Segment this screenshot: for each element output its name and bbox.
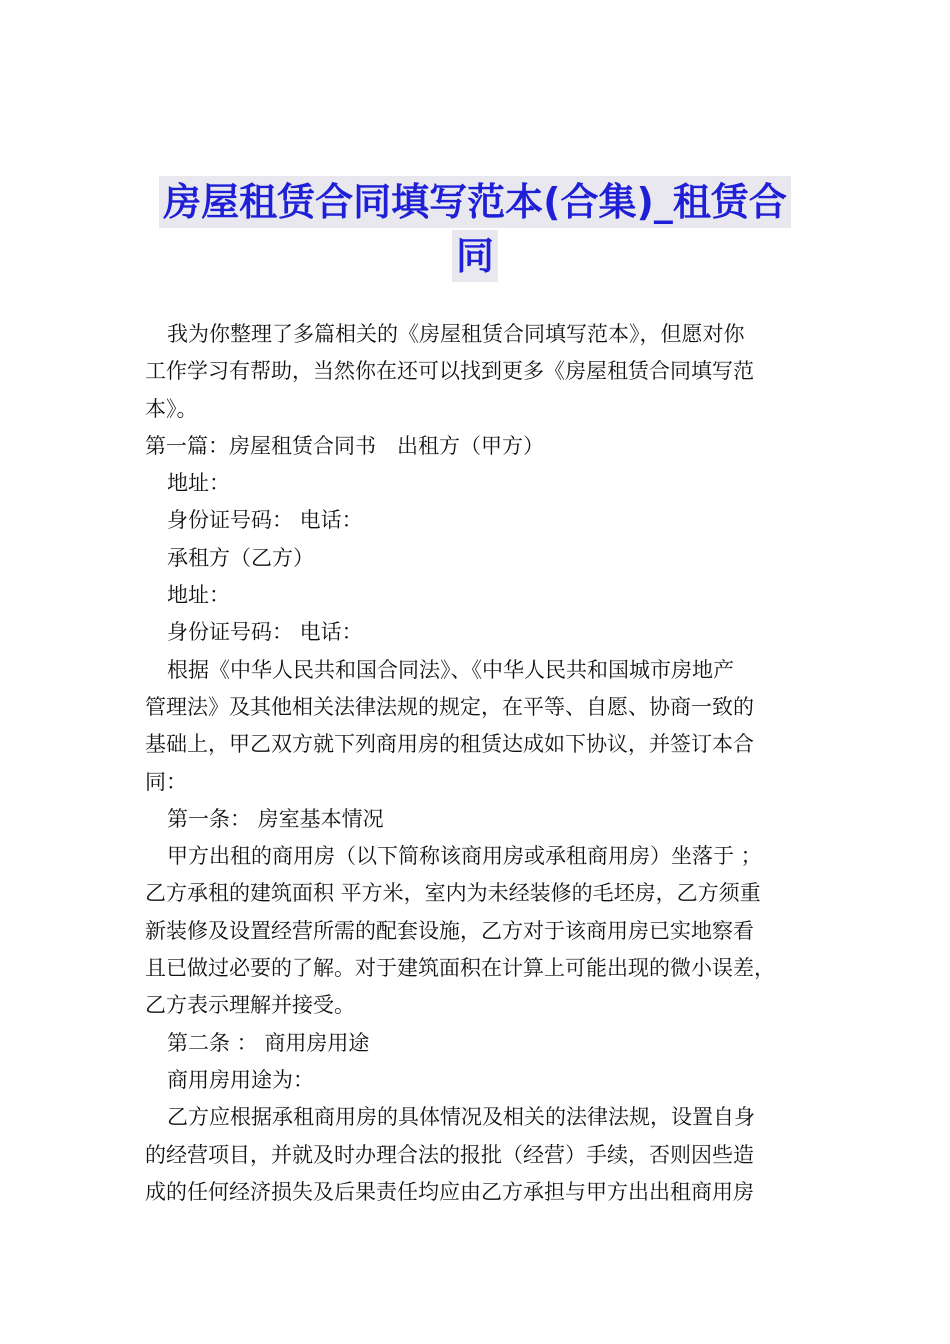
text-line: 新装修及设置经营所需的配套设施，乙方对于该商用房已实地察看 bbox=[145, 918, 754, 943]
text-line: 地址： bbox=[167, 471, 230, 496]
text-line: 商用房用途为： bbox=[167, 1067, 314, 1092]
text-line: 本》。 bbox=[145, 396, 198, 421]
text-line: 甲方出租的商用房（以下简称该商用房或承租商用房）坐落于 ； bbox=[167, 844, 762, 869]
text-line: 第二条 ： 商用房用途 bbox=[167, 1030, 370, 1055]
text-line: 同： bbox=[145, 769, 187, 794]
document-title bbox=[130, 176, 820, 284]
text-line: 乙方承租的建筑面积 平方米，室内为未经装修的毛坯房，乙方须重 bbox=[145, 881, 761, 906]
text-line: 工作学习有帮助，当然你在还可以找到更多《房屋租赁合同填写范 bbox=[145, 359, 754, 384]
text-line: 乙方表示理解并接受。 bbox=[145, 993, 355, 1018]
text-line: 根据《中华人民共和国合同法》、《中华人民共和国城市房地产 bbox=[167, 657, 734, 682]
text-line: 我为你整理了多篇相关的《房屋租赁合同填写范本》，但愿对你 bbox=[167, 322, 745, 346]
text-line: 管理法》及其他相关法律法规的规定，在平等、自愿、协商一致的 bbox=[145, 694, 754, 719]
text-line: 承租方（乙方） bbox=[167, 545, 314, 570]
document-body bbox=[145, 316, 810, 1211]
text-line: 成的任何经济损失及后果责任均应由乙方承担与甲方出出租商用房 bbox=[145, 1179, 754, 1204]
text-line: 基础上，甲乙双方就下列商用房的租赁达成如下协议，并签订本合 bbox=[145, 732, 754, 757]
text-line: 第一篇：房屋租赁合同书 出租方（甲方） bbox=[145, 433, 544, 458]
text-line: 的经营项目，并就及时办理合法的报批（经营）手续，否则因些造 bbox=[145, 1142, 754, 1167]
text-line: 且已做过必要的了解。对于建筑面积在计算上可能出现的微小误差， bbox=[145, 956, 775, 981]
title-line-1: 房屋租赁合同填写范本(合集)_租赁合 bbox=[159, 176, 791, 228]
text-line: 身份证号码： 电话： bbox=[167, 620, 363, 645]
title-line-2: 同 bbox=[452, 230, 498, 282]
text-line: 地址： bbox=[167, 583, 230, 608]
text-line: 第一条： 房室基本情况 bbox=[167, 806, 384, 831]
text-line: 乙方应根据承租商用房的具体情况及相关的法律法规，设置自身 bbox=[167, 1105, 755, 1130]
text-line: 身份证号码： 电话： bbox=[167, 508, 363, 533]
